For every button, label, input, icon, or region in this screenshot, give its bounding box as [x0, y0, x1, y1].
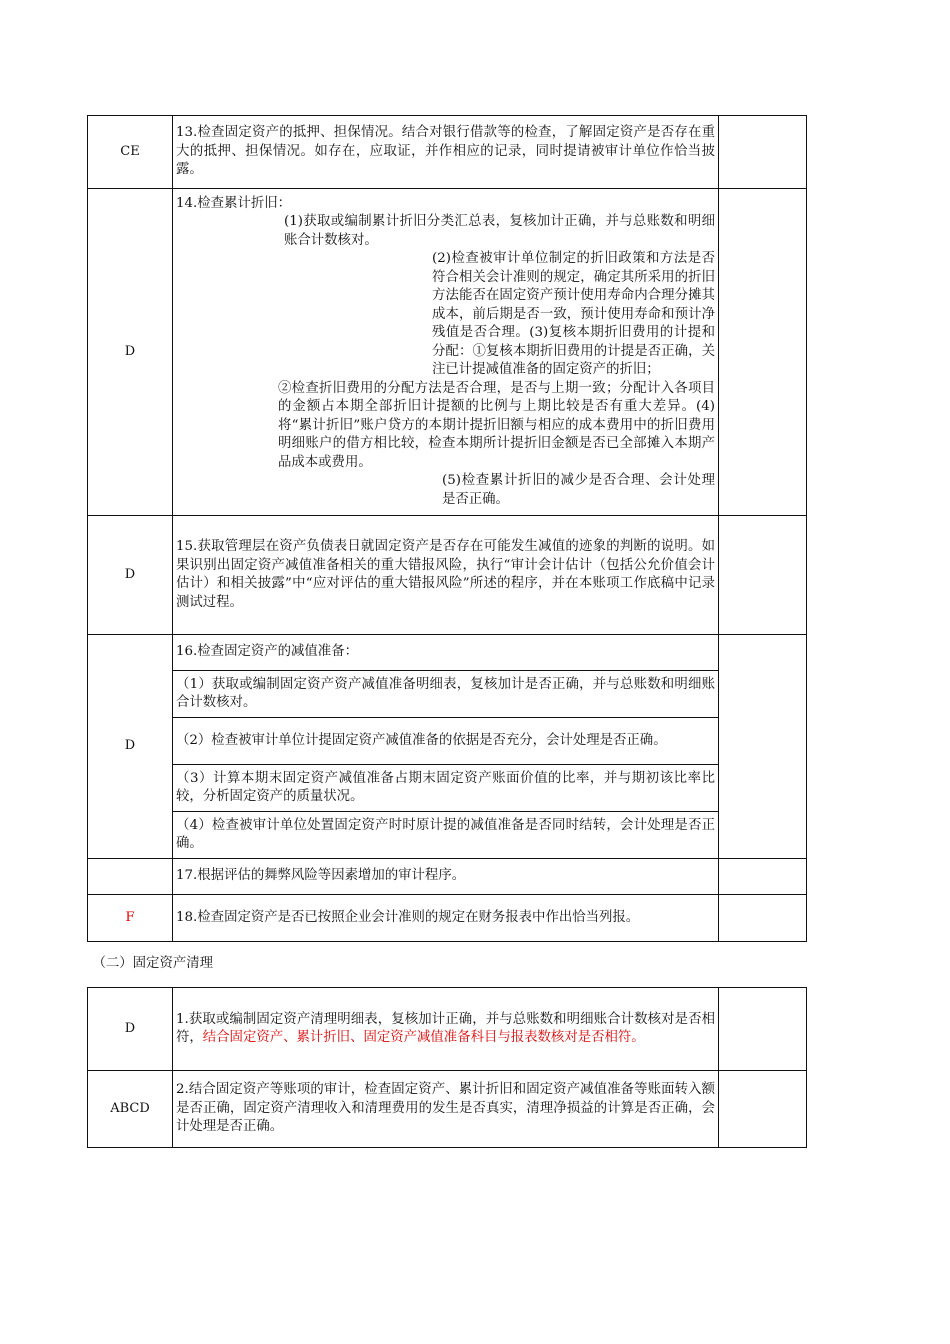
table-row	[88, 718, 807, 765]
procedure-cell[interactable]	[173, 765, 719, 812]
section-title: （二）固定资产清理	[88, 942, 807, 988]
procedure-cell[interactable]	[173, 895, 719, 942]
procedure-step: (1)获取或编制累计折旧分类汇总表，复核加计正确，并与总账数和明细账合计数核对。	[284, 214, 715, 248]
index-cell[interactable]	[719, 116, 807, 189]
assertion-cell[interactable]: D	[88, 635, 173, 859]
procedure-cell[interactable]	[173, 516, 719, 635]
table-row	[88, 895, 807, 942]
table-row	[88, 1071, 807, 1148]
procedure-step: ②检查折旧费用的分配方法是否合理，是否与上期一致；分配计入各项目的金额占本期全部折旧计提额的比例与上期比较是否有重大差异。(4)将“累计折旧”账户贷方的本期计提折旧额与相应的成本费用中的折旧费用明细账户的借方相比较，检查本期所计提折旧金额是否已全部摊入本期产品成本或费用。	[278, 380, 715, 470]
procedure-text-highlight: 结合固定资产、累计折旧、固定资产减值准备科目与报表数核对是否相符。	[202, 1030, 645, 1045]
procedure-text: 13.检查固定资产的抵押、担保情况。结合对银行借款等的检查，了解固定资产是否存在重大的抵押、担保情况。如存在，应取证，并作相应的记录，同时提请被审计单位作恰当披露。	[176, 125, 715, 178]
procedure-text: 15.获取管理层在资产负债表日就固定资产是否存在可能发生减值的迹象的判断的说明。如果识别出固定资产减值准备相关的重大错报风险，执行“审计会计估计（包括公允价值会计估计）和相关披露”中“应对评估的重大错报风险”所述的程序，并在本账项工作底稿中记录测试过程。	[176, 539, 715, 610]
procedure-text: 17.根据评估的舞弊风险等因素增加的审计程序。	[176, 868, 466, 884]
assertion-cell[interactable]: D	[88, 516, 173, 635]
index-cell[interactable]	[719, 516, 807, 635]
table-row	[88, 116, 807, 189]
index-cell[interactable]	[719, 635, 807, 859]
procedure-step: （1）获取或编制固定资产资产减值准备明细表，复核加计是否正确，并与总账数和明细账合计数核对。	[176, 676, 715, 710]
table-row	[88, 671, 807, 718]
table-row	[88, 988, 807, 1071]
audit-procedure-table	[87, 115, 807, 1148]
procedure-text-main: 1.获取或编制固定资产清理明细表，复核加计正确，并与总账数和明细账合计数核对是否相符，	[176, 1011, 715, 1045]
procedure-cell[interactable]	[173, 718, 719, 765]
procedure-cell[interactable]	[173, 812, 719, 859]
procedure-cell[interactable]	[173, 859, 719, 895]
procedure-step: (2)检查被审计单位制定的折旧政策和方法是否符合相关会计准则的规定，确定其所采用的折旧方法能否在固定资产预计使用寿命内合理分摊其成本，前后期是否一致，预计使用寿命和预计净残值是否合理。(3)复核本期折旧费用的计提和分配：①复核本期折旧费用的计提是否正确，关注已计提减值准备的固定资产的折旧；	[432, 251, 715, 378]
assertion-cell[interactable]: D	[88, 988, 173, 1071]
assertion-cell[interactable]: F	[88, 895, 173, 942]
procedure-heading: 14.检查累计折旧：	[176, 195, 292, 211]
procedure-step: （2）检查被审计单位计提固定资产减值准备的依据是否充分，会计处理是否正确。	[176, 732, 667, 748]
procedure-heading: 16.检查固定资产的减值准备：	[176, 644, 358, 660]
procedure-cell[interactable]	[173, 1071, 719, 1148]
index-cell[interactable]	[719, 859, 807, 895]
assertion-cell[interactable]: D	[88, 189, 173, 516]
table-row	[88, 765, 807, 812]
index-cell[interactable]	[719, 189, 807, 516]
procedure-cell[interactable]	[173, 635, 719, 671]
index-cell[interactable]	[719, 988, 807, 1071]
assertion-cell[interactable]	[88, 859, 173, 895]
table-row	[88, 516, 807, 635]
procedure-cell[interactable]	[173, 671, 719, 718]
assertion-cell[interactable]: CE	[88, 116, 173, 189]
table-row	[88, 635, 807, 671]
index-cell[interactable]	[719, 1071, 807, 1148]
procedure-cell[interactable]	[173, 189, 719, 516]
procedure-text	[176, 1011, 715, 1048]
table-row	[88, 859, 807, 895]
procedure-step: (5)检查累计折旧的减少是否合理、会计处理是否正确。	[442, 473, 715, 507]
procedure-cell[interactable]	[173, 988, 719, 1071]
index-cell[interactable]	[719, 895, 807, 942]
procedure-step: （3）计算本期末固定资产减值准备占期末固定资产账面价值的比率，并与期初该比率比较，分析固定资产的质量状况。	[176, 770, 715, 804]
procedure-cell[interactable]	[173, 116, 719, 189]
procedure-text: 2.结合固定资产等账项的审计，检查固定资产、累计折旧和固定资产减值准备等账面转入额是否正确，固定资产清理收入和清理费用的发生是否真实，清理净损益的计算是否正确，会计处理是否正确。	[176, 1082, 715, 1135]
procedure-step: （4）检查被审计单位处置固定资产时时原计提的减值准备是否同时结转，会计处理是否正确。	[176, 817, 715, 851]
section-row	[88, 942, 807, 988]
table-row	[88, 189, 807, 516]
table-row	[88, 812, 807, 859]
assertion-cell[interactable]: ABCD	[88, 1071, 173, 1148]
procedure-text: 18.检查固定资产是否已按照企业会计准则的规定在财务报表中作出恰当列报。	[176, 909, 640, 925]
